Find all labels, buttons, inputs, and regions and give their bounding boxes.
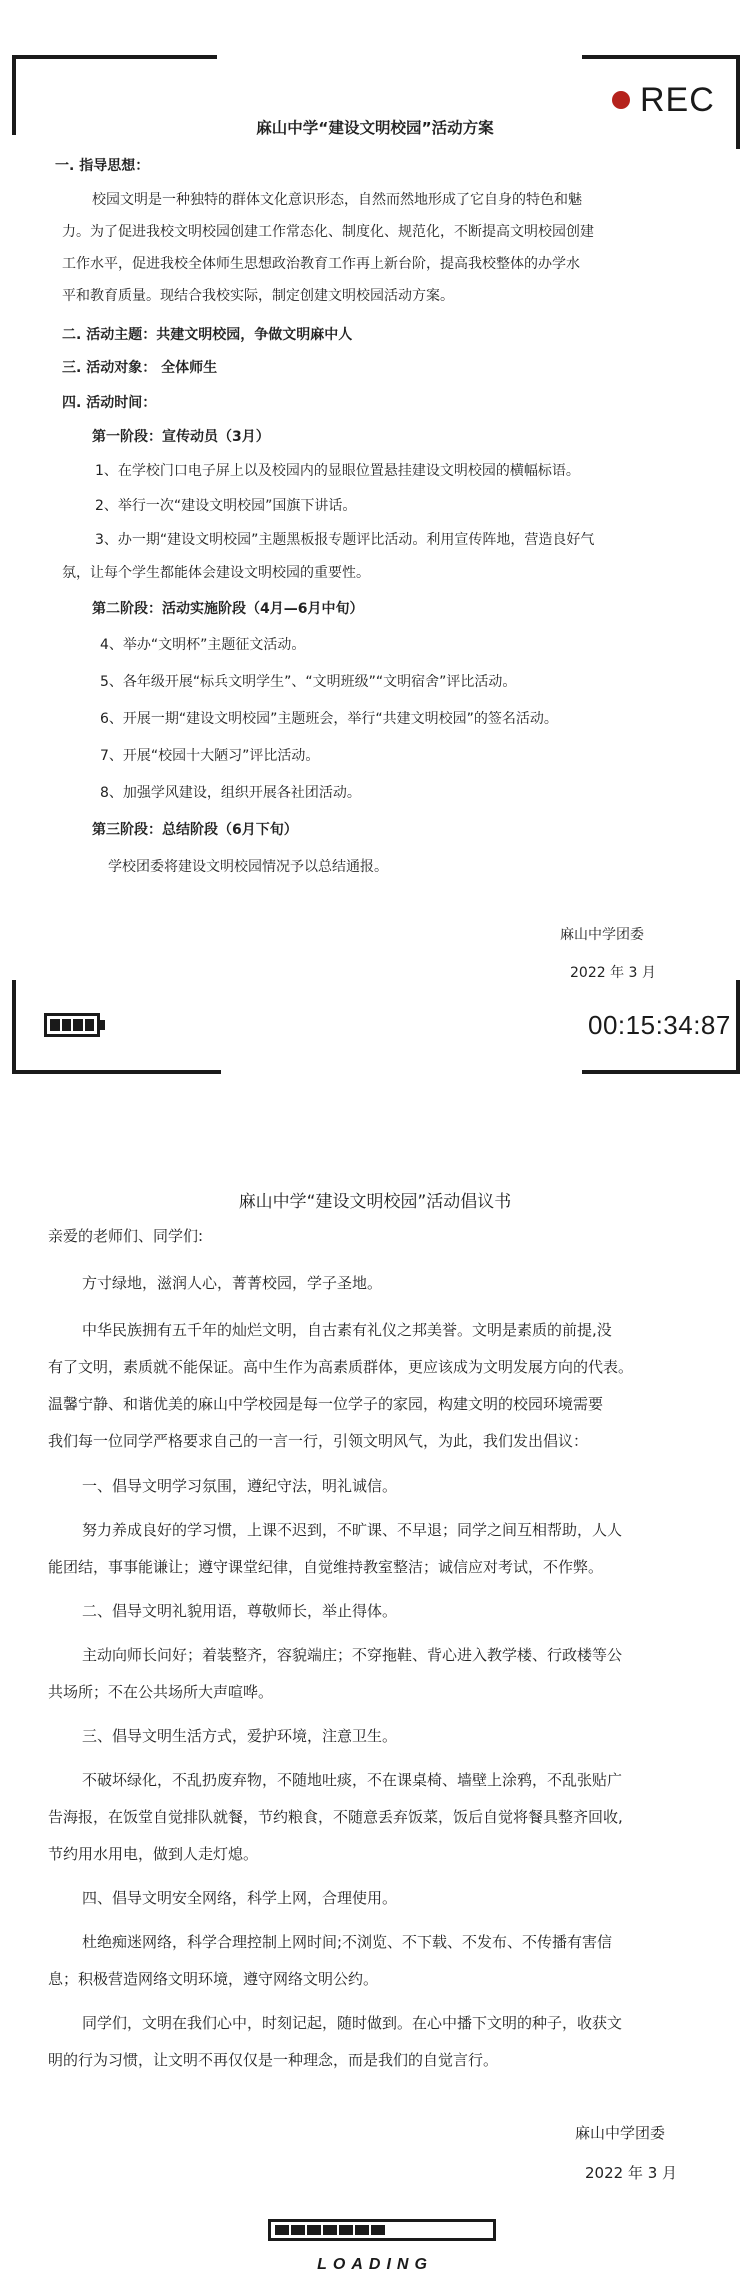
loading-segment xyxy=(371,2225,385,2235)
proposal-heading: 二、倡导文明礼貌用语，尊敬师长，举止得体。 xyxy=(82,1602,398,1620)
proposal-line: 能团结，事事能谦让；遵守课堂纪律，自觉维持教室整洁；诚信应对考试，不作弊。 xyxy=(48,1558,604,1576)
proposal-date: 2022 年 3 月 xyxy=(585,2164,678,2182)
plan-line: 2、举行一次“建设文明校园”国旗下讲话。 xyxy=(95,498,357,514)
plan-stage-heading: 第三阶段：总结阶段（6月下旬） xyxy=(92,822,298,838)
rec-label: REC xyxy=(640,80,715,119)
proposal-line: 中华民族拥有五千年的灿烂文明，自古素有礼仪之邦美誉。文明是素质的前提,没 xyxy=(82,1321,612,1339)
plan-line: 一. 指导思想： xyxy=(55,158,150,174)
proposal-line: 不破坏绿化，不乱扔废弃物，不随地吐痰，不在课桌椅、墙壁上涂鸦，不乱张贴广 xyxy=(82,1771,623,1789)
loading-segment xyxy=(339,2225,353,2235)
proposal-line: 有了文明，素质就不能保证。高中生作为高素质群体，更应该成为文明发展方向的代表。 xyxy=(48,1358,634,1376)
proposal-line: 共场所；不在公共场所大声喧哗。 xyxy=(48,1683,274,1701)
plan-line: 二. 活动主题：共建文明校园，争做文明麻中人 xyxy=(62,327,353,343)
plan-title: 麻山中学“建设文明校园”活动方案 xyxy=(256,119,494,137)
proposal-line: 主动向师长问好；着装整齐，容貌端庄；不穿拖鞋、背心进入教学楼、行政楼等公 xyxy=(82,1646,623,1664)
plan-line: 3、办一期“建设文明校园”主题黑板报专题评比活动。利用宣传阵地，营造良好气 xyxy=(95,532,595,548)
proposal-line: 温馨宁静、和谐优美的麻山中学校园是每一位学子的家园，构建文明的校园环境需要 xyxy=(48,1395,604,1413)
plan-line: 5、各年级开展“标兵文明学生”、“文明班级”“文明宿舍”评比活动。 xyxy=(100,674,517,690)
plan-line: 力。为了促进我校文明校园创建工作常态化、制度化、规范化，不断提高文明校园创建 xyxy=(62,224,594,240)
proposal-heading: 四、倡导文明安全网络，科学上网，合理使用。 xyxy=(82,1889,398,1907)
plan-stage-heading: 第二阶段：活动实施阶段（4月—6月中旬） xyxy=(92,601,364,617)
proposal-line: 息；积极营造网络文明环境，遵守网络文明公约。 xyxy=(48,1970,379,1988)
loading-label: LOADING xyxy=(317,2256,433,2273)
proposal-heading: 三、倡导文明生活方式，爱护环境，注意卫生。 xyxy=(82,1727,398,1745)
plan-line: 平和教育质量。现结合我校实际，制定创建文明校园活动方案。 xyxy=(62,288,454,304)
plan-line: 7、开展“校园十大陋习”评比活动。 xyxy=(100,748,320,764)
proposal-line: 努力养成良好的学习惯，上课不迟到，不旷课、不早退；同学之间互相帮助，人人 xyxy=(82,1521,623,1539)
proposal-line: 同学们，文明在我们心中，时刻记起，随时做到。在心中播下文明的种子，收获文 xyxy=(82,2014,623,2032)
plan-line: 三. 活动对象： 全体师生 xyxy=(62,360,218,376)
loading-segment xyxy=(275,2225,289,2235)
proposal-line: 杜绝痴迷网络，科学合理控制上网时间;不浏览、不下载、不发布、不传播有害信 xyxy=(82,1933,613,1951)
proposal-line: 节约用水用电，做到人走灯熄。 xyxy=(48,1845,259,1863)
plan-date: 2022 年 3 月 xyxy=(570,965,656,981)
plan-line: 四. 活动时间： xyxy=(62,395,157,411)
proposal-line: 方寸绿地，滋润人心，菁菁校园，学子圣地。 xyxy=(82,1274,383,1292)
plan-signature: 麻山中学团委 xyxy=(560,927,644,943)
proposal-greeting: 亲爱的老师们、同学们: xyxy=(48,1227,204,1245)
proposal-line: 我们每一位同学严格要求自己的一言一行，引领文明风气，为此，我们发出倡议： xyxy=(48,1432,589,1450)
proposal-line: 告海报，在饭堂自觉排队就餐，节约粮食，不随意丢弃饭菜，饭后自觉将餐具整齐回收, xyxy=(48,1808,623,1826)
plan-line: 校园文明是一种独特的群体文化意识形态，自然而然地形成了它自身的特色和魅 xyxy=(92,192,582,208)
loading-segment xyxy=(291,2225,305,2235)
plan-line: 1、在学校门口电子屏上以及校园内的显眼位置悬挂建设文明校园的横幅标语。 xyxy=(95,463,580,479)
proposal-heading: 一、倡导文明学习氛围，遵纪守法，明礼诚信。 xyxy=(82,1477,398,1495)
record-dot-icon xyxy=(612,91,630,109)
proposal-title: 麻山中学“建设文明校园”活动倡议书 xyxy=(238,1192,512,1212)
plan-line: 8、加强学风建设，组织开展各社团活动。 xyxy=(100,785,361,801)
plan-line: 氛，让每个学生都能体会建设文明校园的重要性。 xyxy=(62,565,370,581)
plan-line: 6、开展一期“建设文明校园”主题班会，举行“共建文明校园”的签名活动。 xyxy=(100,711,558,727)
plan-line: 4、举办“文明杯”主题征文活动。 xyxy=(100,637,306,653)
loading-segment xyxy=(355,2225,369,2235)
plan-stage-heading: 第一阶段：宣传动员（3月） xyxy=(92,429,270,445)
loading-segment xyxy=(307,2225,321,2235)
plan-line: 工作水平，促进我校全体师生思想政治教育工作再上新台阶，提高我校整体的办学水 xyxy=(62,256,580,272)
proposal-signature: 麻山中学团委 xyxy=(575,2124,666,2142)
loading-segment xyxy=(323,2225,337,2235)
rec-indicator xyxy=(612,80,715,120)
frame-corner-top-left xyxy=(12,55,217,59)
loading-progress-bar xyxy=(268,2219,496,2241)
battery-full-icon xyxy=(44,1013,100,1037)
battery-tip xyxy=(100,1020,105,1030)
timecode: 00:15:34:87 xyxy=(588,1010,731,1040)
plan-line: 学校团委将建设文明校园情况予以总结通报。 xyxy=(108,859,388,875)
proposal-line: 明的行为习惯，让文明不再仅仅是一种理念，而是我们的自觉言行。 xyxy=(48,2051,499,2069)
